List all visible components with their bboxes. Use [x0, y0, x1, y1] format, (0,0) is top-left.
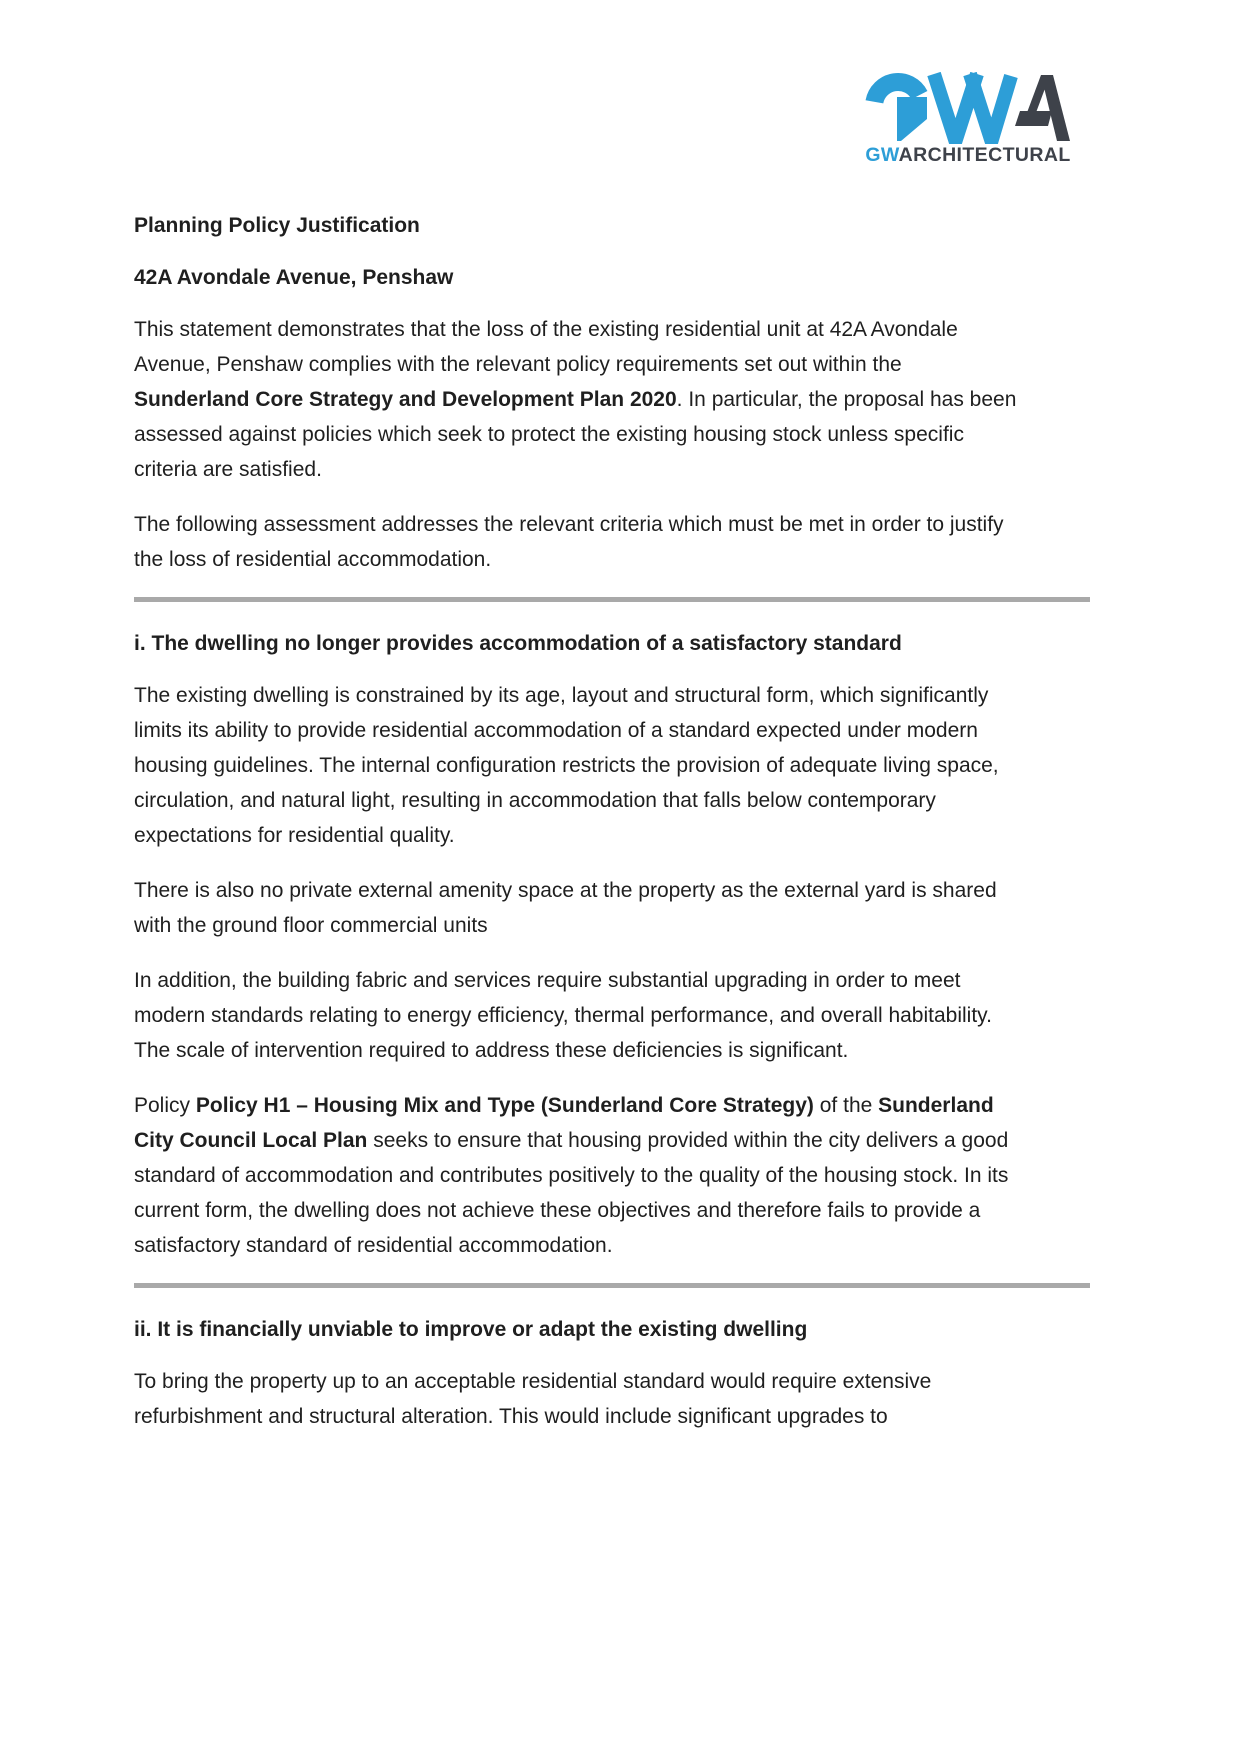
logo-wordmark-gw: GW [865, 144, 899, 166]
document-heading [134, 208, 1090, 243]
gwa-monogram-icon [864, 72, 1072, 144]
text-run-bold: Planning Policy Justification [134, 214, 420, 237]
text-run: The following assessment addresses the relevant criteria which must be met in order to justify the loss of residential accommodation. [134, 513, 1004, 571]
logo-wordmark-architectural: ARCHITECTURAL [898, 144, 1071, 166]
text-run-bold: Policy H1 – Housing Mix and Type (Sunderland Core Strategy) [195, 1094, 814, 1117]
document-paragraph [134, 507, 1018, 577]
document-paragraph [134, 873, 1018, 943]
document-paragraph [134, 963, 1018, 1068]
logo-a-crossbar [1015, 111, 1052, 126]
logo-a-right-leg [1041, 75, 1070, 141]
text-run: To bring the property up to an acceptable residential standard would require extensive refurbishment and structural alteration. This would include significant upgrades to [134, 1370, 932, 1428]
text-run: This statement demonstrates that the loss of the existing residential unit at 42A Avondale Avenue, Penshaw complies with the relevant policy requirements set out within the [134, 318, 958, 376]
text-run: The existing dwelling is constrained by its age, layout and structural form, which significantly limits its ability to provide residential accommodation of a standard expected under modern housing guidelines. The internal configuration restricts the provision of adequate living space, circulation, and natural light, resulting in accommodation that falls below contemporary expectations for residential quality. [134, 684, 999, 847]
text-run-bold: 42A Avondale Avenue, Penshaw [134, 266, 454, 289]
document-heading [134, 626, 1090, 661]
text-run: In addition, the building fabric and services require substantial upgrading in order to meet modern standards relating to energy efficiency, thermal performance, and overall habitability. The scale of intervention required to address these deficiencies is significant. [134, 969, 992, 1062]
text-run: . In particular, the proposal has been assessed against policies which seek to protect the existing housing stock unless specific criteria are satisfied. [134, 388, 1017, 481]
gwa-logo [863, 72, 1073, 164]
text-run-bold: Sunderland Core Strategy and Development Plan 2020 [134, 388, 677, 411]
document-paragraph [134, 1364, 1018, 1434]
text-run: There is also no private external amenity space at the property as the external yard is shared with the ground floor commercial units [134, 879, 997, 937]
document-heading [134, 260, 1090, 295]
text-run: seeks to ensure that housing provided within the city delivers a good standard of accommodation and contributes positively to the quality of the housing stock. In its current form, the dwelling does not achieve these objectives and therefore fails to provide a satisfactory standard of residential accommodation. [134, 1129, 1009, 1257]
document-paragraph [134, 312, 1018, 487]
logo-w-right [970, 74, 1011, 141]
text-run: of the [813, 1094, 879, 1117]
section-divider [134, 1283, 1090, 1288]
section-divider [134, 597, 1090, 602]
document-heading [134, 1312, 1090, 1347]
document-paragraph [134, 1088, 1018, 1263]
text-run-bold: i. The dwelling no longer provides accommodation of a satisfactory standard [134, 632, 902, 655]
document-paragraph [134, 678, 1018, 853]
text-run-bold: Sunderland City Council Local Plan [134, 1094, 994, 1152]
logo-g-stem [897, 97, 927, 141]
text-run-bold: ii. It is financially unviable to improve or adapt the existing dwelling [134, 1318, 808, 1341]
text-run: Policy [134, 1094, 196, 1117]
logo-wordmark [863, 146, 1073, 164]
